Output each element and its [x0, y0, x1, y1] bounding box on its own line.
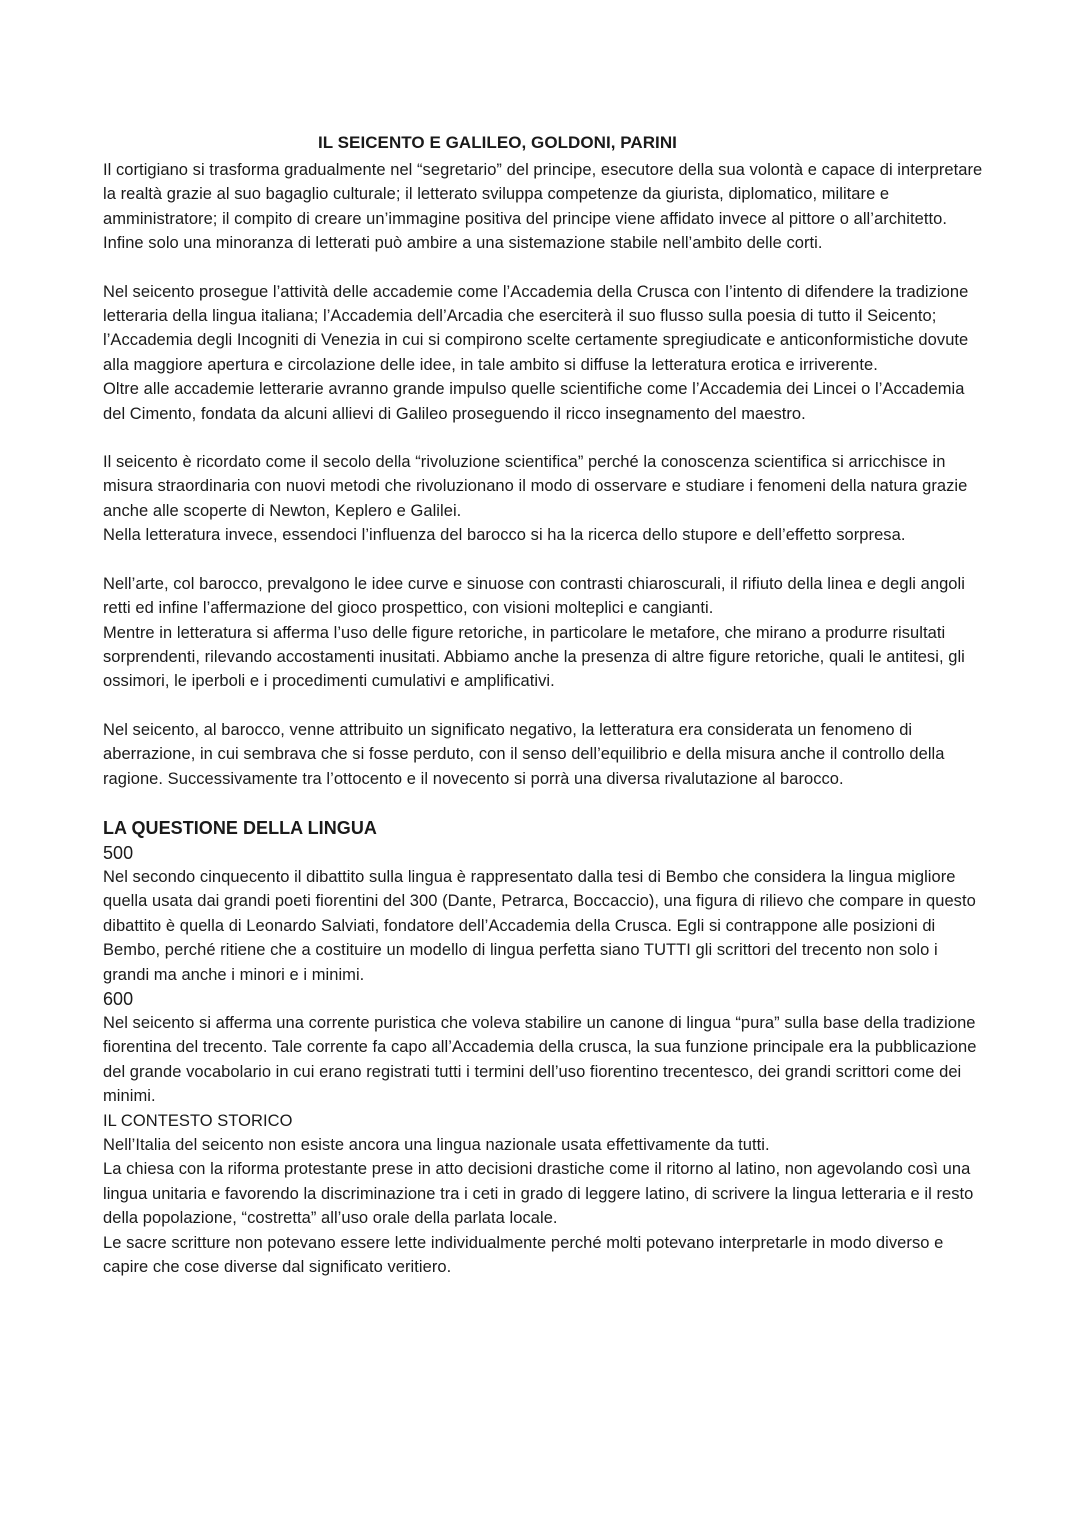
century-label-600: 600	[103, 988, 134, 1009]
paragraph-cinquecento: Nel secondo cinquecento il dibattito sulla lingua è rappresentato dalla tesi di Bembo che considera la lingua migliore quella usata dai grandi poeti fiorentini del 300 (Dante, Petrarca, Boccaccio), una figura di rilievo che compare in questo dibattito è quella di Leonardo Salviati, fondatore dell’Accademia della Crusca. Egli si contrappone alle posizioni di Bembo, perché ritiene che a costituire un modello di lingua perfetta siano TUTTI gli scrittori del trecento non solo i grandi ma anche i minori e i minimi.	[103, 867, 976, 984]
paragraph-contesto-lingua-nazionale: Nell’Italia del seicento non esiste ancora una lingua nazionale usata effettivamente da tutti.	[103, 1136, 770, 1154]
paragraph-rivoluzione-scientifica: Il seicento è ricordato come il secolo della “rivoluzione scientifica” perché la conoscenza scientifica si arricchisce in misura straordinaria con nuovi metodi che rivoluzionano il modo di osservare e studiare i fenomeni della natura grazie anche alle scoperte di Newton, Keplero e Galilei.	[103, 453, 968, 520]
section-heading-lingua: LA QUESTIONE DELLA LINGUA	[103, 817, 377, 838]
document-page	[103, 130, 983, 1279]
paragraph-seicento-purismo: Nel seicento si afferma una corrente puristica che voleva stabilire un canone di lingua “pura” sulla base della tradizione fiorentina del trecento. Tale corrente fa capo all’Accademia della crusca, la sua funzione principale era la pubblicazione del grande vocabolario in cui erano registrati tutti i termini dell’uso fiorentino trecentesco, dei grandi scrittori come dei minimi.	[103, 1013, 977, 1106]
paragraph-letteratura-barocco: Nella letteratura invece, essendoci l’influenza del barocco si ha la ricerca dello stupore e dell’effetto sorpresa.	[103, 526, 906, 545]
paragraph-arte-barocco: Nell’arte, col barocco, prevalgono le idee curve e sinuose con contrasti chiaroscurali, il rifiuto della linea e degli angoli retti ed infine l’affermazione del gioco prospettico, con visioni molteplici e cangianti.	[103, 574, 965, 618]
paragraph-significato-negativo: Nel seicento, al barocco, venne attribuito un significato negativo, la letteratura era considerata un fenomeno di aberrazione, in cui sembrava che si fosse perduto, con il senso dell’equilibrio e della misura anche il controllo della ragione. Successivamente tra l’ottocento e il novecento si porrà una diversa rivalutazione al barocco.	[103, 720, 945, 788]
paragraph-gap	[103, 694, 983, 718]
paragraph-gap	[103, 426, 983, 450]
document-title: IL SEICENTO E GALILEO, GOLDONI, PARINI	[318, 133, 677, 152]
paragraph-gap	[103, 791, 983, 815]
paragraph-gap	[103, 256, 983, 280]
paragraph-accademie: Nel seicento prosegue l’attività delle accademie come l’Accademia della Crusca con l’intento di difendere la tradizione letteraria della lingua italiana; l’Accademia dell’Arcadia che eserciterà il suo flusso sulla poesia di tutto il Seicento; l’Accademia degli Incogniti di Venezia in cui si compirono scelte certamente spregiudicate e anticonformistiche dovute alla maggiore apertura e circolazione delle idee, in tale ambito si diffuse la letteratura erotica e irriverente.	[103, 282, 969, 374]
century-label-500: 500	[103, 842, 134, 863]
subheading-contesto-storico: IL CONTESTO STORICO	[103, 1111, 293, 1130]
paragraph-cortigiano: Il cortigiano si trasforma gradualmente nel “segretario” del principe, esecutore della sua volontà e capace di interpretare la realtà grazie al suo bagaglio culturale; il letterato sviluppa competenze da giurista, diplomatico, militare e amministratore; il compito di creare un’immagine positiva del principe viene affidato invece al pittore o all’architetto. Infine solo una minoranza di letterati può ambire a una sistemazione stabile nell’ambito delle corti.	[103, 161, 983, 253]
paragraph-accademie-scientifiche: Oltre alle accademie letterarie avranno grande impulso quelle scientifiche come l’Accademia dei Lincei o l’Accademia del Cimento, fondata da alcuni allievi di Galileo proseguendo il ricco insegnamento del maestro.	[103, 380, 965, 423]
paragraph-figure-retoriche: Mentre in letteratura si afferma l’uso delle figure retoriche, in particolare le metafore, che mirano a produrre risultati sorprendenti, rilevando accostamenti inusitati. Abbiamo anche la presenza di altre figure retoriche, quali le antitesi, gli ossimori, le iperboli e i procedimenti cumulativi e amplificativi.	[103, 623, 965, 691]
paragraph-contesto-sacre-scritture: Le sacre scritture non potevano essere lette individualmente perché molti potevano interpretarle in modo diverso e capire che cose diverse dal significato veritiero.	[103, 1233, 944, 1277]
paragraph-contesto-chiesa: La chiesa con la riforma protestante prese in atto decisioni drastiche come il ritorno al latino, non agevolando così una lingua unitaria e favorendo la discriminazione tra i ceti in grado di leggere latino, di scrivere la lingua letteraria e il resto della popolazione, “costretta” all’uso orale della parlata locale.	[103, 1160, 974, 1228]
paragraph-gap	[103, 548, 983, 572]
